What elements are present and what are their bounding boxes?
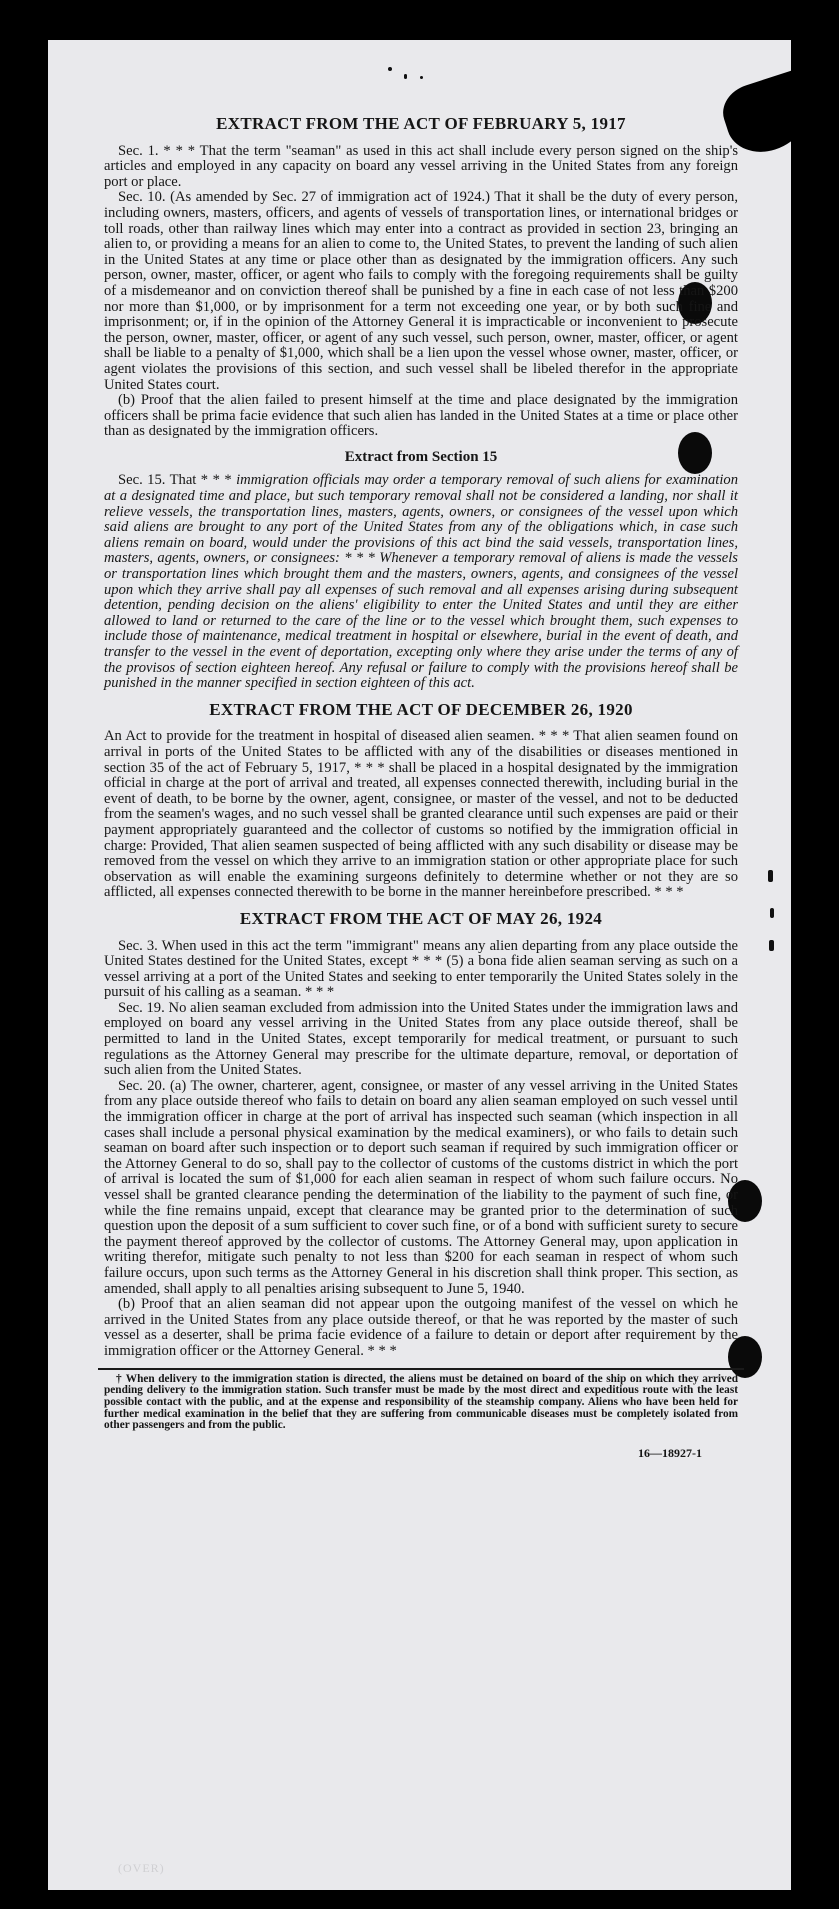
paragraph-italic [104,473,738,691]
paragraph: Sec. 19. No alien seaman excluded from admission into the United States under the immigration laws and employed on board any vessel arriving in the United States from any place outside thereof, shall be permitted to land in the United States, except temporarily for medical treatment, or pursuant to such regulations as the Attorney General may prescribe for the ultimate departure, removal, or deportation of such alien from the United States. [104,999,738,1079]
margin-mark [769,940,774,951]
speck [420,76,423,79]
paragraph: (b) Proof that an alien seaman did not appear upon the outgoing manifest of the vessel on which he arrived in the United States from any place outside thereof, or that he was reported by the master of such vessel as a deserter, shall be prima facie evidence of a failure to detain or deport after requirement by the immigration officer or the Attorney General. * * * [104,1296,738,1359]
paragraph: Sec. 1. * * * That the term "seaman" as used in this act shall include every person signed on the ship's articles and employed in any capacity on board any vessel arriving in the United States from any foreign port or place. [104,142,738,190]
section-heading: EXTRACT FROM THE ACT OF FEBRUARY 5, 1917 [216,114,626,133]
document-page [48,40,791,1890]
speck [388,67,392,71]
section-heading: EXTRACT FROM THE ACT OF DECEMBER 26, 1920 [209,699,633,719]
paragraph: Sec. 10. (As amended by Sec. 27 of immigration act of 1924.) That it shall be the duty of every person, including owners, masters, officers, and agents of vessels of transportation lines, or international bridges or toll roads, other than railway lines which may enter into a contract as provided in section 23, bringing an alien to, or providing a means for an alien to come to, the United States, to prevent the landing of such alien in the United States at any time or place other than as designated by the immigration officers. Any such person, owner, master, officer, or agent who fails to comply with the foregoing requirements shall be guilty of a misdemeanor and on conviction thereof shall be punished by a fine in each case of not less than $200 nor more than $1,000, or by imprisonment for a term not exceeding one year, or by both such fine and imprisonment; or, if in the opinion of the Attorney General it is impracticable or inconvenient to prosecute the person, owner, master, officer, or agent of any such vessel, such person, owner, master, officer, or agent shall be liable to a penalty of $1,000, which shall be a lien upon the vessel whose owner, master, officer, or agent violates the provisions of this section, and such vessel shall be libeled therefor in the appropriate United States court. [104,189,738,393]
document-number: 16—18927-1 [638,1446,702,1461]
paragraph: Sec. 3. When used in this act the term "immigrant" means any alien departing from any place outside the United States destined for the United States, except * * * (5) a bona fide alien seaman serving as such on a vessel arriving at a port of the United States and seeking to enter temporarily the United States solely in the pursuit of his calling as a seaman. * * * [104,937,738,1001]
speck [404,74,407,79]
subsection-heading: Extract from Section 15 [344,448,498,465]
paragraph: Sec. 20. (a) The owner, charterer, agent, consignee, or master of any vessel arriving in the United States from any place outside thereof who fails to detain on board any alien seaman employed on such vessel until the immigration officer in charge at the port of arrival has inspected such seaman (which inspection in all cases shall include a personal physical examination by the medical examiners), or who fails to detain such seaman on board after such inspection or to deport such seaman if required by such immigration officer or the Attorney General to do so, shall pay to the collector of customs of the customs district in which the port of arrival is located the sum of $1,000 for each alien seaman in respect of whom such failure occurs. No vessel shall be granted clearance pending the determination of the liability to the payment of such fine, or while the fine remains unpaid, except that clearance may be granted prior to the determination of such question upon the deposit of a sum sufficient to cover such fine, or of a bond with sufficient surety to secure the payment thereof approved by the collector of customs. The Attorney General may, upon application in writing therefor, mitigate such penalty to not less than $200 for each seaman in respect of whom such failure occurs, upon such terms as the Attorney General in his discretion shall think proper. This section, as amended, shall apply to all penalties arising subsequent to June 5, 1940. [104,1077,738,1297]
section-lead: Sec. 15. That * * * [118,472,232,489]
paragraph: (b) Proof that the alien failed to present himself at the time and place designated by the immigration officers shall be prima facie evidence that such alien has landed in the United States at a time or place other than as designated by the immigration officers. [104,392,738,440]
over-stamp: (OVER) [118,1861,165,1875]
italic-text: immigration officials may order a temporary removal of such aliens for examination at a designated time and place, but such temporary removal shall not be considered a landing, nor shall it relieve vessels, the transportation lines, masters, agents, owners, or consignees of the vessel upon which said aliens are brought to any port of the United States from any of the obligations which, in case such aliens remain on board, would under the provisions of this act bind the said vessels, transportation lines, masters, agents, owners, or consignees: * * * Whenever a temporary removal of aliens is made the vessels or transportation lines which brought them and the masters, owners, agents, and consignees of the vessel upon which they arrive shall pay all expenses of such removal and all expenses arising during subsequent detention, pending decision on the aliens' eligibility to enter the United States and until they are either allowed to land or returned to the care of the line or to the vessel which brought them, such expenses to include those of maintenance, medical treatment in hospital or elsewhere, burial in the event of death, and transfer to the vessel in the event of deportation, excepting only where they arise under the terms of any of the provisos of section eighteen hereof. Any refusal or failure to comply with the provisions hereof shall be punished in the manner specified in section eighteen of this act. [104,472,739,692]
margin-mark [770,908,774,918]
section-heading: EXTRACT FROM THE ACT OF MAY 26, 1924 [239,908,603,928]
paragraph: An Act to provide for the treatment in hospital of diseased alien seamen. * * * That alien seamen found on arrival in ports of the United States to be afflicted with any of the disabilities or diseases mentioned in section 35 of the act of February 5, 1917, * * * shall be placed in a hospital designated by the immigration official in charge at the port of arrival and treated, all expenses connected therewith, including burial in the event of death, to be borne by the owner, agent, consignee, or master of the vessel, and not to be deducted from the seamen's wages, and no such vessel shall be granted clearance until such expenses are paid or their payment appropriately guaranteed and the collector of customs so notified by the immigration official in charge: Provided, That alien seamen suspected of being afflicted with any such disability or disease may be removed from the vessel on which they arrive to an immigration station or other appropriate place for such observation as will enable the examining surgeons definitely to determine whether or not they are so afflicted, all expenses connected therewith to be borne in the manner hereinbefore prescribed. * * * [104,728,738,901]
margin-mark [768,870,773,882]
footnote: † When delivery to the immigration station is directed, the aliens must be detained on board of the ship on which they arrived pending delivery to the immigration station. Such transfer must be made by the most direct and expeditious route with the least possible contact with the public, and at the expense and responsibility of the steamship company. Aliens who have been held for further medical examination in the belief that they are suffering from communicable diseases must be completely isolated from other passengers and from the public. [104,1372,738,1432]
document-body [104,116,738,1462]
